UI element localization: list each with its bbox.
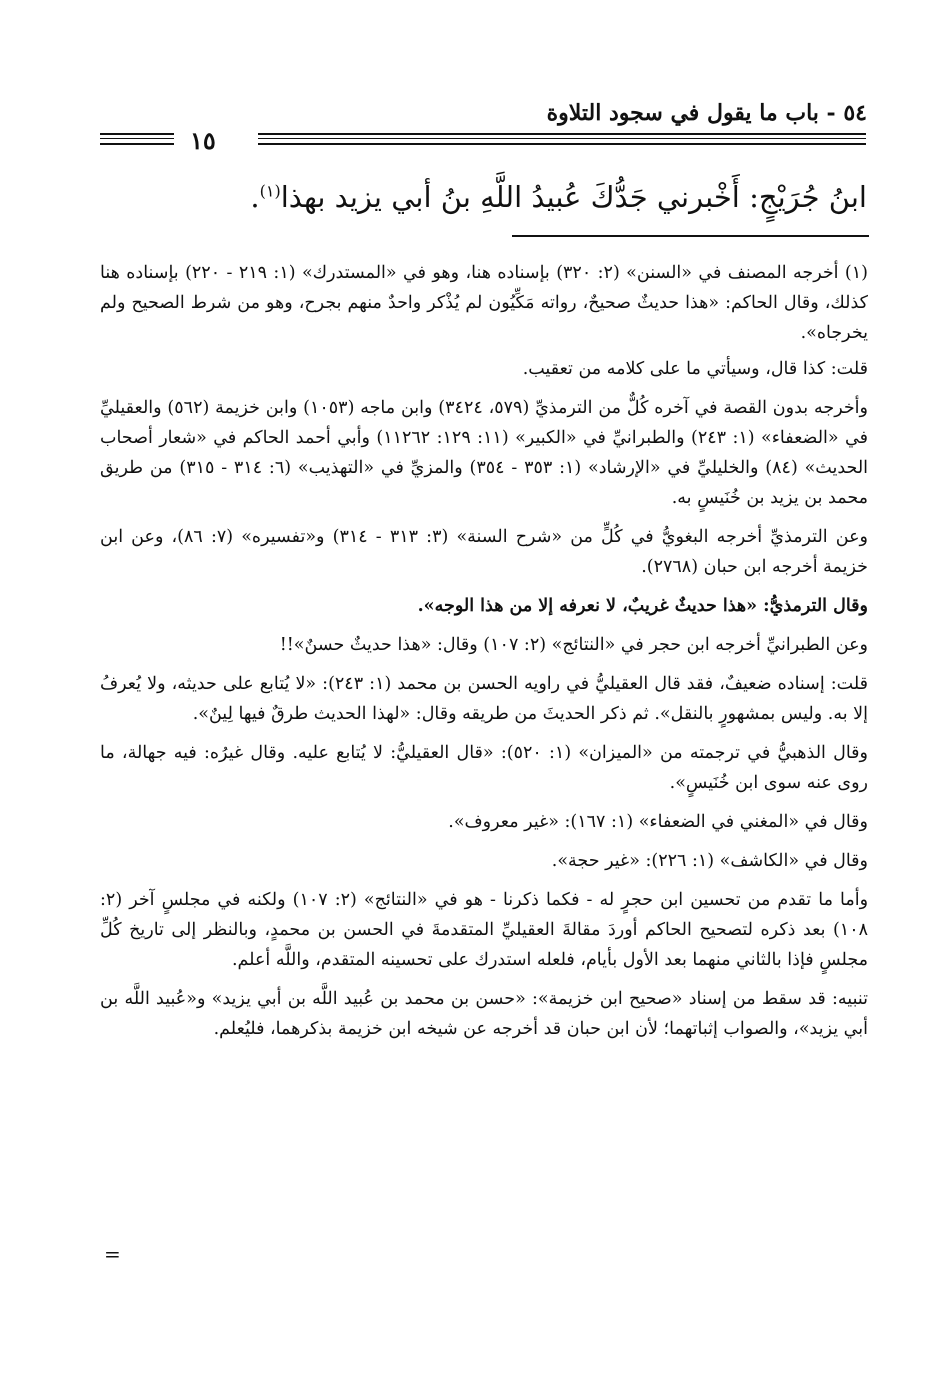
main-text-end: . xyxy=(250,180,260,214)
footnote-reference: (١) xyxy=(259,181,281,201)
header-rule-left xyxy=(100,133,174,146)
footnote-paragraph: وقال الذهبيُّ في ترجمته من «الميزان» (١: ٥٢٠): «قال العقيليُّ: لا يُتابع عليه. وقال غيرُه: فيه جهالة، ما روى عنه سوى ابن خُنَيسٍ». xyxy=(100,743,868,793)
footnote-paragraph: وقال في «المغني في الضعفاء» (١: ١٦٧): «غير معروف». xyxy=(448,812,868,832)
main-text-body: ابنُ جُرَيْجٍ: أَخْبرني جَدُّكَ عُبيدُ اللَّهِ بنُ أبي يزيد بهذا xyxy=(280,180,867,214)
main-hadith-text xyxy=(107,180,867,214)
footnote-paragraph: قلت: إسناده ضعيفٌ، فقد قال العقيليُّ في راويه الحسن بن محمد (١: ٢٤٣): «لا يُتابع على حديثه، ولا يُعرفُ إلا به. وليس بمشهورٍ بالنقل». ثم ذكر الحديثَ من طريقه وقال: «لهذا الحديث طرقٌ فيها لِينٌ». xyxy=(100,674,868,724)
footnote-paragraph: تنبيه: قد سقط من إسناد «صحيح ابن خزيمة»: «حسن بن محمد بن عُبيد اللَّه بن أبي يزيد» و«عُبيد اللَّه بن أبي يزيد»، والصواب إثباتهما؛ لأن ابن حبان قد أخرجه عن شيخه ابن خزيمة بذكرهما، فليُعلم. xyxy=(100,989,868,1039)
footnote-paragraph: وأخرجه بدون القصة في آخره كُلٌّ من الترمذيِّ (٥٧٩، ٣٤٢٤) وابن ماجه (١٠٥٣) وابن خزيمة (٥٦٢) والعقيليِّ في «الضعفاء» (١: ٢٤٣) والطبرانيِّ في «الكبير» (١١: ١٢٩: ١١٢٦٢) وأبي أحمد الحاكم في «شعار أصحاب الحديث» (٨٤) والخليليِّ في «الإرشاد» (١: ٣٥٣ - ٣٥٤) والمزيِّ في «التهذيب» (٦: ٣١٤ - ٣١٥) من طريق محمد بن يزيد بن خُنَيسٍ به. xyxy=(100,398,869,508)
footnote-paragraph: وعن الطبرانيِّ أخرجه ابن حجر في «النتائج» (٢: ١٠٧) وقال: «هذا حديثٌ حسنٌ»!! xyxy=(279,635,868,655)
footnote-paragraph: وقال الترمذيُّ: «هذا حديثٌ غريبٌ، لا نعرفه إلا من هذا الوجه». xyxy=(417,596,868,616)
running-title: ٥٤ - باب ما يقول في سجود التلاوة xyxy=(546,100,867,126)
continuation-mark: = xyxy=(104,1242,121,1266)
page-number: ١٥ xyxy=(190,126,216,155)
footnote-paragraph: قلت: كذا قال، وسيأتي ما على كلامه من تعقيب. xyxy=(522,359,868,379)
header-rule-right xyxy=(258,133,866,146)
footnote-separator xyxy=(512,235,869,237)
footnotes xyxy=(100,258,868,1053)
footnote-paragraph: (١) أخرجه المصنف في «السنن» (٢: ٣٢٠) بإسناده هنا، وهو في «المستدرك» (١: ٢١٩ - ٢٢٠) بإسناده هنا كذلك، وقال الحاكم: «هذا حديثٌ صحيحٌ، رواته مَكِّيُون لم يُذْكر واحدٌ منهم بجرح، وهو من شرط الصحيح ولم يخرجاه». xyxy=(100,263,868,343)
footnote-paragraph: وعن الترمذيِّ أخرجه البغويُّ في كُلٍّ من «شرح السنة» (٣: ٣١٣ - ٣١٤) و«تفسيره» (٧: ٨٦)، وعن ابن خزيمة أخرجه ابن حبان (٢٧٦٨). xyxy=(100,527,868,577)
footnote-paragraph: وأما ما تقدم من تحسين ابن حجرٍ له - فكما ذكرنا - هو في «النتائج» (٢: ١٠٧) ولكنه في مجلسٍ آخر (٢: ١٠٨) بعد ذكره لتصحيح الحاكم أوردَ مقالةَ العقيليِّ المتقدمةَ في الحسن بن محمدٍ، وبالنظر إلى تاريخ كُلِّ مجلسٍ فإذا بالثاني منهما بعد الأول بأيام، فلعله استدرك على تحسينه المتقدم، واللَّه أعلم. xyxy=(100,890,869,970)
footnote-paragraph: وقال في «الكاشف» (١: ٢٢٦): «غير حجة». xyxy=(551,851,868,871)
